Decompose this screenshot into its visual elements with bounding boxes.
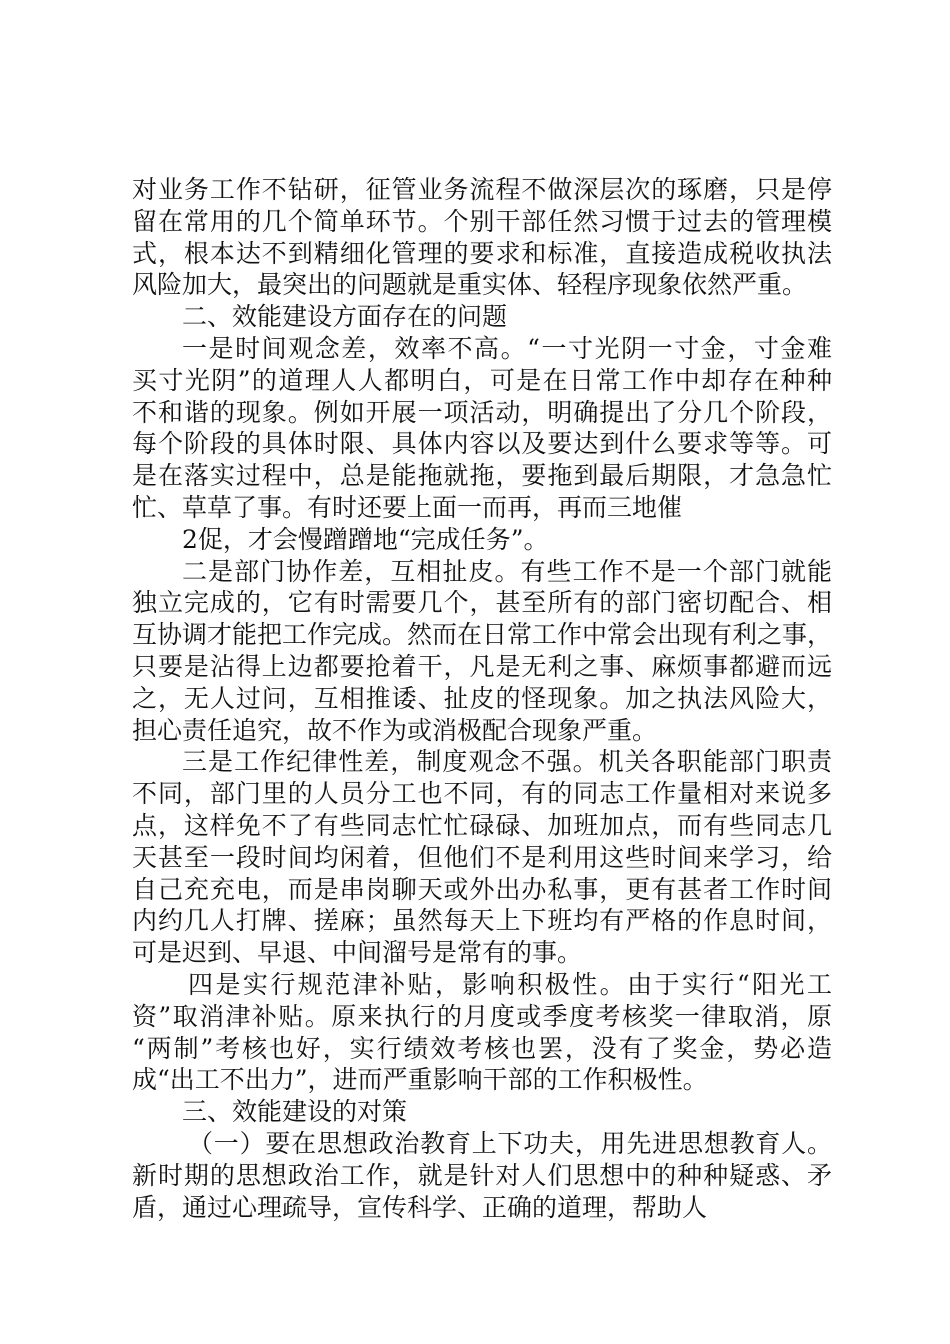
text-line: 二是部门协作差，互相扯皮。有些工作不是一个部门就能: [182, 556, 832, 586]
text-line: 只要是沾得上边都要抢着干，凡是无利之事、麻烦事都避而远: [132, 651, 832, 681]
text-line: 内约几人打牌、搓麻；虽然每天上下班均有严格的作息时间，: [132, 906, 832, 936]
text-line: 担心责任追究，故不作为或消极配合现象严重。: [132, 715, 658, 745]
text-line: 三是工作纪律性差，制度观念不强。机关各职能部门职责: [182, 747, 832, 777]
text-line: 四是实行规范津补贴，影响积极性。由于实行“阳光工: [188, 969, 832, 999]
text-line: 天甚至一段时间均闲着，但他们不是利用这些时间来学习，给: [132, 842, 832, 872]
text-line: 之，无人过问，互相推诿、扯皮的怪现象。加之执法风险大，: [132, 683, 832, 713]
text-line: 二、效能建设方面存在的问题: [182, 302, 508, 332]
text-line: 三、效能建设的对策: [182, 1097, 408, 1127]
text-line: 互协调才能把工作完成。然而在日常工作中常会出现有利之事，: [132, 620, 833, 650]
text-line: 对业务工作不钻研，征管业务流程不做深层次的琢磨，只是停: [132, 175, 832, 204]
text-line: 资”取消津补贴。原来执行的月度或季度考核奖一律取消，原: [132, 1001, 832, 1031]
text-line: 2促，才会慢蹭蹭地“完成任务”。: [182, 524, 549, 554]
text-line: 可是迟到、早退、中间溜号是常有的事。: [132, 938, 583, 968]
text-line: 忙、草草了事。有时还要上面一而再，再而三地催: [132, 492, 683, 522]
document-body: [132, 174, 832, 1223]
text-line: 式，根本达不到精细化管理的要求和标准，直接造成税收执法: [132, 238, 832, 268]
text-line: 不和谐的现象。例如开展一项活动，明确提出了分几个阶段，: [132, 397, 832, 427]
text-line: 成“出工不出力”，进而严重影响干部的工作积极性。: [132, 1065, 708, 1095]
text-line: 独立完成的，它有时需要几个，甚至所有的部门密切配合、相: [132, 588, 832, 618]
text-line: “两制”考核也好，实行绩效考核也罢，没有了奖金，势必造: [132, 1033, 832, 1063]
text-line: 是在落实过程中，总是能拖就拖，要拖到最后期限，才急急忙: [132, 461, 832, 491]
text-line: 自己充充电，而是串岗聊天或外出办私事，更有甚者工作时间: [132, 874, 832, 904]
text-line: 留在常用的几个简单环节。个别干部任然习惯于过去的管理模: [132, 206, 832, 236]
text-line: 点，这样免不了有些同志忙忙碌碌、加班加点，而有些同志几: [132, 810, 832, 840]
text-line: 一是时间观念差，效率不高。“一寸光阴一寸金，寸金难: [182, 333, 832, 363]
text-line: （一）要在思想政治教育上下功夫，用先进思想教育人。: [188, 1128, 832, 1158]
text-line: 不同，部门里的人员分工也不同，有的同志工作量相对来说多: [132, 779, 832, 809]
text-line: 新时期的思想政治工作，就是针对人们思想中的种种疑惑、矛: [132, 1160, 832, 1190]
text-line: 风险加大，最突出的问题就是重实体、轻程序现象依然严重。: [132, 270, 808, 300]
text-line: 盾，通过心理疏导，宣传科学、正确的道理，帮助人: [132, 1192, 708, 1222]
text-line: 买寸光阴”的道理人人都明白，可是在日常工作中却存在种种: [132, 365, 832, 395]
text-line: 每个阶段的具体时限、具体内容以及要达到什么要求等等。可: [132, 429, 832, 459]
